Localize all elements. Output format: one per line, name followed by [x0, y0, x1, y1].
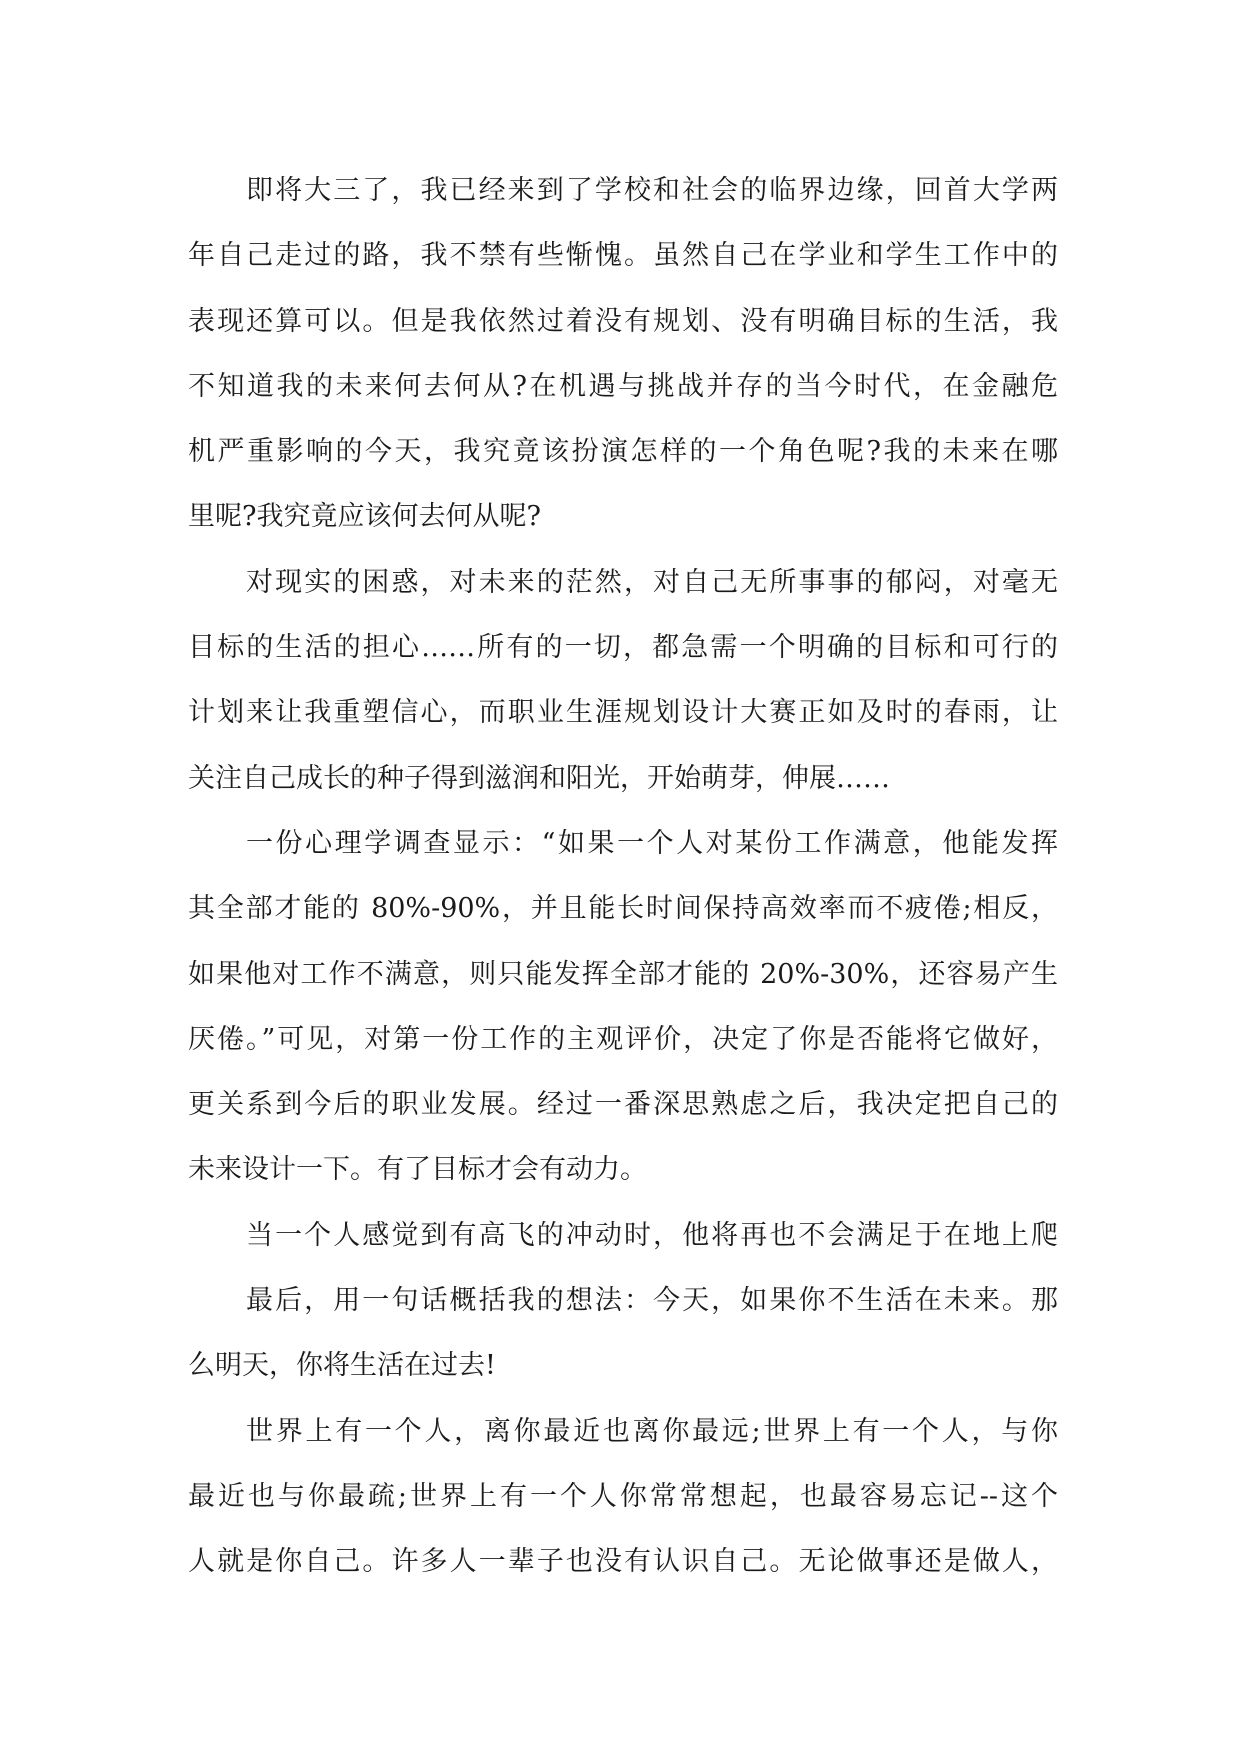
text-line: 最近也与你最疏;世界上有一个人你常常想起，也最容易忘记--这个	[188, 1480, 1058, 1512]
text-line: 一份心理学调查显示：“如果一个人对某份工作满意，他能发挥	[246, 827, 1058, 859]
text-line: 即将大三了，我已经来到了学校和社会的临界边缘，回首大学两	[246, 175, 1058, 206]
text-line: 未来设计一下。有了目标才会有动力。	[188, 1154, 647, 1186]
text-line: 么明天，你将生活在过去!	[188, 1350, 496, 1382]
document-body	[188, 158, 1058, 1595]
text-line: 如果他对工作不满意，则只能发挥全部才能的 20%-30%，还容易产生	[188, 958, 1058, 990]
text-line: 计划来让我重塑信心，而职业生涯规划设计大赛正如及时的春雨，让	[188, 697, 1058, 729]
text-line: 当一个人感觉到有高飞的冲动时，他将再也不会满足于在地上爬	[246, 1219, 1058, 1251]
text-line: 年自己走过的路，我不禁有些惭愧。虽然自己在学业和学生工作中的	[188, 240, 1058, 272]
text-line: 更关系到今后的职业发展。经过一番深思熟虑之后，我决定把自己的	[188, 1089, 1058, 1121]
text-line: 世界上有一个人，离你最近也离你最远;世界上有一个人，与你	[246, 1415, 1058, 1447]
text-line: 其全部才能的 80%-90%，并且能长时间保持高效率而不疲倦;相反，	[188, 893, 1058, 925]
text-line: 最后，用一句话概括我的想法：今天，如果你不生活在未来。那	[246, 1285, 1058, 1317]
text-line: 表现还算可以。但是我依然过着没有规划、没有明确目标的生活，我	[188, 305, 1058, 337]
text-line: 里呢?我究竟应该何去何从呢?	[188, 501, 541, 533]
text-line: 对现实的困惑，对未来的茫然，对自己无所事事的郁闷，对毫无	[246, 566, 1058, 598]
text-line: 关注自己成长的种子得到滋润和阳光，开始萌芽，伸展……	[188, 762, 890, 794]
text-line: 厌倦。”可见，对第一份工作的主观评价，决定了你是否能将它做好，	[188, 1023, 1058, 1055]
text-line: 不知道我的未来何去何从?在机遇与挑战并存的当今时代，在金融危	[188, 370, 1058, 402]
text-line: 人就是你自己。许多人一辈子也没有认识自己。无论做事还是做人，	[188, 1546, 1058, 1578]
text-line: 目标的生活的担心……所有的一切，都急需一个明确的目标和可行的	[188, 632, 1058, 664]
text-line: 机严重影响的今天，我究竟该扮演怎样的一个角色呢?我的未来在哪	[188, 436, 1058, 468]
